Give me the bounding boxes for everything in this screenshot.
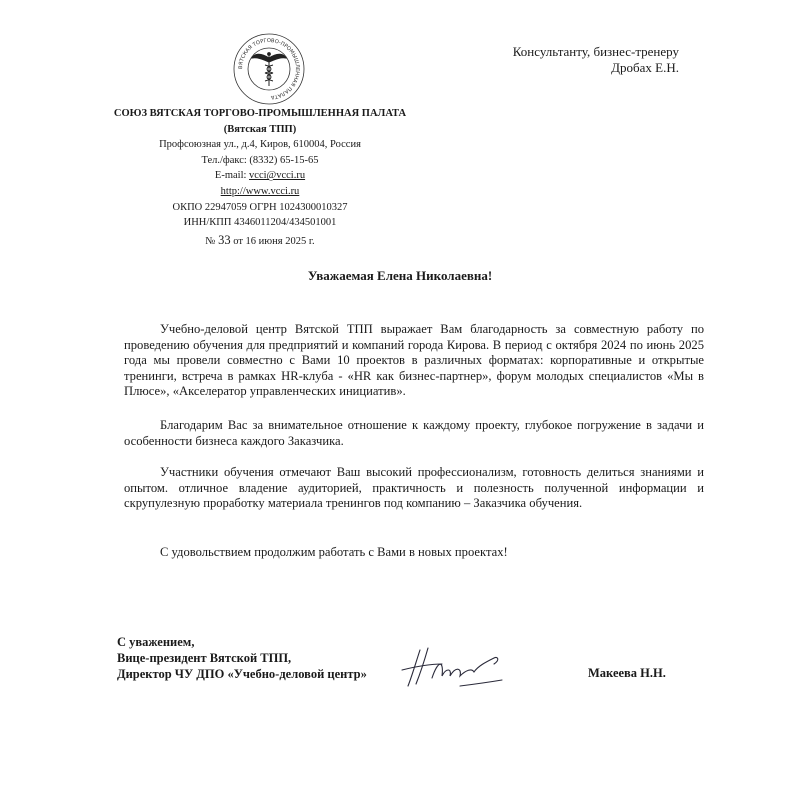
letter-greeting: Уважаемая Елена Николаевна! <box>307 268 493 283</box>
seal-ring-text: ВЯТСКАЯ ТОРГОВО-ПРОМЫШЛЕННАЯ ПАЛАТА <box>237 37 301 100</box>
letter-paragraph-2: Благодарим Вас за внимательное отношение к каждому проекту, глубокое погружение в задачи и особенности бизнеса каждого Заказчика. <box>124 418 704 448</box>
website-link[interactable]: http://www.vcci.ru <box>220 185 300 197</box>
organization-address: Профсоюзная ул., д.4, Киров, 610004, Россия <box>159 139 361 151</box>
signer-name: Макеева Н.Н. <box>588 666 666 680</box>
letter-paragraph-3: Участники обучения отмечают Ваш высокий профессионализм, готовность делиться знаниями и опытом. отличное владение аудиторией, практичность и полезность полученной информации и скрупулезную проработку материала тренингов под компанию – Заказчика обучения. <box>124 465 704 510</box>
chamber-seal-logo <box>232 32 306 106</box>
organization-inn: ИНН/КПП 4346011204/434501001 <box>183 217 337 229</box>
recipient-block <box>513 44 679 76</box>
closing-block <box>117 634 367 682</box>
handwritten-signature <box>398 646 508 704</box>
recipient-name: Дробах Е.Н. <box>611 60 679 75</box>
document-number-line <box>110 233 410 250</box>
organization-phone: Тел./факс: (8332) 65-15-65 <box>201 154 319 166</box>
doc-number: 33 <box>218 232 231 247</box>
doc-number-prefix: № <box>205 235 219 247</box>
letter-paragraph-4: С удовольствием продолжим работать с Вами в новых проектах! <box>160 545 508 559</box>
doc-date: от 16 июня 2025 г. <box>230 235 315 247</box>
recipient-position: Консультанту, бизнес-тренеру <box>512 44 679 59</box>
email-link[interactable]: vcci@vcci.ru <box>249 170 306 182</box>
organization-okpo: ОКПО 22947059 ОГРН 1024300010327 <box>172 201 348 213</box>
closing-regards: С уважением, <box>117 635 195 649</box>
email-label: E-mail: <box>214 170 250 182</box>
letter-paragraph-1: Учебно-деловой центр Вятской ТПП выражает Вам благодарность за совместную работу по проведению обучения для предприятий и компаний города Кирова. В период с октября 2024 по июнь 2025 года мы провели совместно с Вами 10 проектов в различных форматах: корпоративные и открытые тренинги, встреча в рамках HR-клуба - «HR как бизнес-партнер», форум молодых специалистов «Мы в Плюсе», «Акселератор управленческих инициатив». <box>124 322 704 398</box>
organization-short-name: (Вятская ТПП) <box>223 123 297 135</box>
organization-email-line <box>110 168 410 184</box>
organization-name: СОЮЗ ВЯТСКАЯ ТОРГОВО-ПРОМЫШЛЕННАЯ ПАЛАТА <box>113 108 407 119</box>
closing-position-2: Директор ЧУ ДПО «Учебно-деловой центр» <box>117 667 367 681</box>
closing-position-1: Вице-президент Вятской ТПП, <box>117 651 292 665</box>
caduceus-icon <box>252 53 286 86</box>
organization-header <box>110 106 410 249</box>
